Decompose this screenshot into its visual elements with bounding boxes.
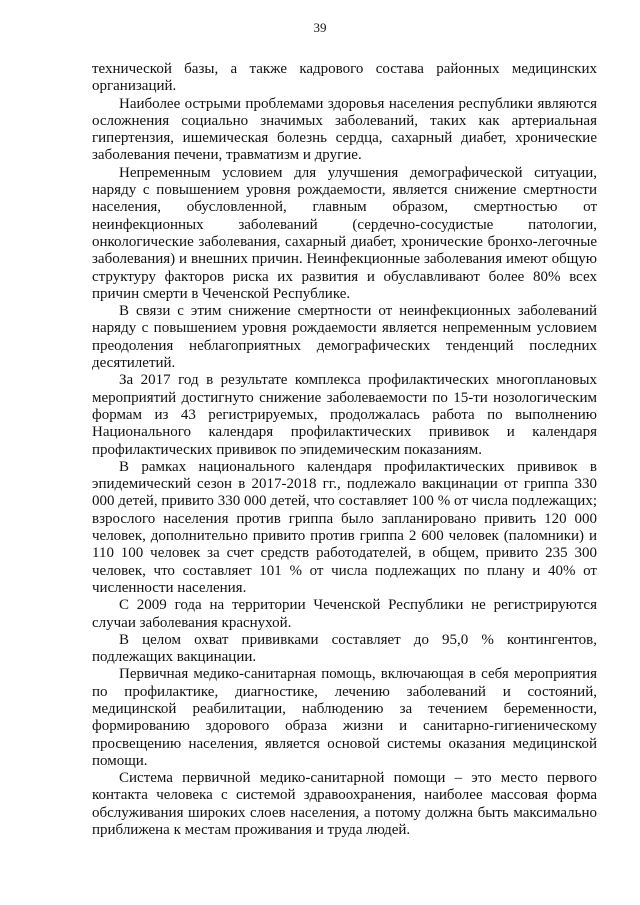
paragraph: В рамках национального календаря профилактических прививок в эпидемический сезон в 2017-2018 гг., подлежало вакцинации от гриппа 330 000 детей, привито 330 000 детей, что составляет 100 % от числа подлежащих; взрослого населения против гриппа было запланировано привить 120 000 человек, дополнительно привито против гриппа 2 600 человек (паломники) и 110 100 человек за счет средств работодателей, в общем, привито 235 300 человек, что составляет 101 % от числа подлежащих по плану и 40% от численности населения. (92, 458, 597, 596)
paragraph: С 2009 года на территории Чеченской Республики не регистрируются случаи заболевания краснухой. (92, 597, 597, 631)
paragraph: Наиболее острыми проблемами здоровья населения республики являются осложнения социально значимых заболеваний, таких как артериальная гипертензия, ишемическая болезнь сердца, сахарный диабет, хронические заболевания печени, травматизм и другие. (92, 95, 597, 164)
paragraph: Система первичной медико-санитарной помощи – это место первого контакта человека с системой здравоохранения, наиболее массовая форма обслуживания широких слоев населения, а потому должна быть максимально приближена к местам проживания и труда людей. (92, 770, 597, 839)
body-text (92, 61, 597, 839)
paragraph: Непременным условием для улучшения демографической ситуации, наряду с повышением уровня рождаемости, является снижение смертности населения, обусловленной, главным образом, смертностью от неинфекционных заболеваний (сердечно-сосудистые патологии, онкологические заболевания, сахарный диабет, хронические бронхо-легочные заболевания) и внешних причин. Неинфекционные заболевания имеют общую структуру факторов риска их развития и обуславливают более 80% всех причин смерти в Чеченской Республике. (92, 164, 597, 302)
paragraph: В целом охват прививками составляет до 95,0 % контингентов, подлежащих вакцинации. (92, 631, 597, 666)
paragraph: технической базы, а также кадрового состава районных медицинских организаций. (92, 61, 597, 95)
paragraph: За 2017 год в результате комплекса профилактических многоплановых мероприятий достигнуто снижение заболеваемости по 15-ти нозологическим формам из 43 регистрируемых, продолжалась работа по выполнению Национального календаря профилактических прививок и календаря профилактических прививок по эпидемическим показаниям. (92, 372, 597, 458)
paragraph: В связи с этим снижение смертности от неинфекционных заболеваний наряду с повышением уровня рождаемости является непременным условием преодоления неблагоприятных демографических тенденций последних десятилетий. (92, 303, 597, 372)
page-number: 39 (313, 20, 327, 35)
paragraph: Первичная медико-санитарная помощь, включающая в себя мероприятия по профилактике, диагностике, лечению заболеваний и состояний, медицинской реабилитации, наблюдению за течением беременности, формированию здорового образа жизни и санитарно-гигиеническому просвещению населения, является основой системы оказания медицинской помощи. (92, 666, 597, 769)
